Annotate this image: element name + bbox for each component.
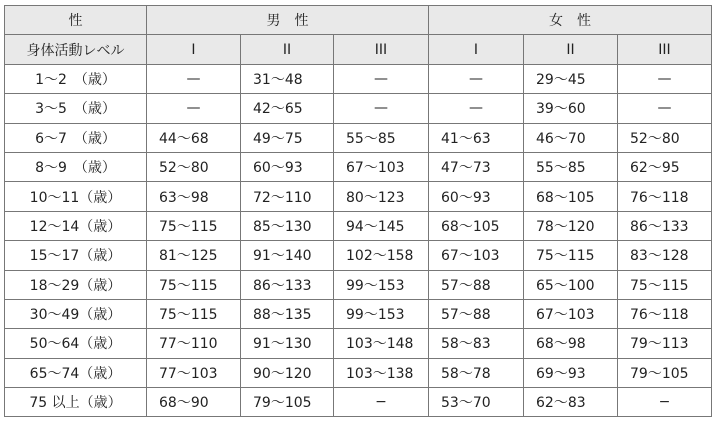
- value-cell: 103～148: [334, 329, 429, 358]
- value-cell: —: [618, 94, 712, 123]
- value-cell: —: [429, 64, 524, 93]
- value-cell: —: [334, 94, 429, 123]
- value-cell: 91～140: [241, 241, 334, 270]
- value-cell: −: [334, 388, 429, 417]
- table-row: [5, 94, 712, 123]
- table-row: [5, 358, 712, 387]
- value-cell: 79～105: [241, 388, 334, 417]
- value-cell: —: [618, 64, 712, 93]
- value-cell: 57～88: [429, 299, 524, 328]
- table-container: [4, 5, 712, 417]
- value-cell: 68～98: [524, 329, 618, 358]
- value-cell: 94～145: [334, 211, 429, 240]
- value-cell: 102～158: [334, 241, 429, 270]
- value-cell: 63～98: [147, 182, 241, 211]
- value-cell: 67～103: [524, 299, 618, 328]
- value-cell: 72～110: [241, 182, 334, 211]
- female-level-1-header: I: [429, 35, 524, 64]
- value-cell: 75～115: [147, 211, 241, 240]
- header-row-activity-level: [5, 35, 712, 64]
- value-cell: 55～85: [334, 123, 429, 152]
- age-group-cell: 6～7 （歳）: [5, 123, 147, 152]
- value-cell: 68～105: [524, 182, 618, 211]
- value-cell: 75～115: [147, 270, 241, 299]
- male-level-1-header: I: [147, 35, 241, 64]
- value-cell: 58～83: [429, 329, 524, 358]
- header-row-sex: [5, 6, 712, 35]
- male-level-2-header: II: [241, 35, 334, 64]
- value-cell: —: [429, 94, 524, 123]
- value-cell: 79～113: [618, 329, 712, 358]
- value-cell: 77～103: [147, 358, 241, 387]
- value-cell: 67～103: [429, 241, 524, 270]
- value-cell: 29～45: [524, 64, 618, 93]
- value-cell: 58～78: [429, 358, 524, 387]
- value-cell: 85～130: [241, 211, 334, 240]
- female-level-2-header: II: [524, 35, 618, 64]
- female-level-3-header: III: [618, 35, 712, 64]
- value-cell: 76～118: [618, 182, 712, 211]
- value-cell: 88～135: [241, 299, 334, 328]
- value-cell: 86～133: [618, 211, 712, 240]
- value-cell: 67～103: [334, 152, 429, 181]
- value-cell: 42～65: [241, 94, 334, 123]
- table-row: [5, 241, 712, 270]
- age-group-cell: 65～74（歳）: [5, 358, 147, 387]
- value-cell: 57～88: [429, 270, 524, 299]
- value-cell: 31～48: [241, 64, 334, 93]
- value-cell: 75～115: [147, 299, 241, 328]
- value-cell: 86～133: [241, 270, 334, 299]
- age-group-cell: 10～11（歳）: [5, 182, 147, 211]
- age-group-cell: 30～49（歳）: [5, 299, 147, 328]
- value-cell: 60～93: [429, 182, 524, 211]
- value-cell: 83～128: [618, 241, 712, 270]
- value-cell: 39～60: [524, 94, 618, 123]
- value-cell: —: [147, 64, 241, 93]
- table-row: [5, 182, 712, 211]
- value-cell: —: [334, 64, 429, 93]
- value-cell: 52～80: [618, 123, 712, 152]
- age-group-cell: 15～17（歳）: [5, 241, 147, 270]
- value-cell: 76～118: [618, 299, 712, 328]
- value-cell: 90～120: [241, 358, 334, 387]
- value-cell: —: [147, 94, 241, 123]
- sex-header-cell: 性: [5, 6, 147, 35]
- value-cell: 99～153: [334, 270, 429, 299]
- male-header-cell: 男 性: [147, 6, 429, 35]
- value-cell: 78～120: [524, 211, 618, 240]
- value-cell: 91～130: [241, 329, 334, 358]
- age-group-cell: 1～2 （歳）: [5, 64, 147, 93]
- value-cell: 53～70: [429, 388, 524, 417]
- value-cell: 79～105: [618, 358, 712, 387]
- activity-level-header-cell: 身体活動レベル: [5, 35, 147, 64]
- age-group-cell: 18～29（歳）: [5, 270, 147, 299]
- value-cell: 99～153: [334, 299, 429, 328]
- value-cell: 60～93: [241, 152, 334, 181]
- value-cell: 46～70: [524, 123, 618, 152]
- value-cell: 80～123: [334, 182, 429, 211]
- value-cell: 55～85: [524, 152, 618, 181]
- value-cell: 62～83: [524, 388, 618, 417]
- value-cell: 44～68: [147, 123, 241, 152]
- age-group-cell: 75 以上（歳）: [5, 388, 147, 417]
- value-cell: 65～100: [524, 270, 618, 299]
- value-cell: 75～115: [524, 241, 618, 270]
- value-cell: 52～80: [147, 152, 241, 181]
- age-group-cell: 3～5 （歳）: [5, 94, 147, 123]
- value-cell: 68～90: [147, 388, 241, 417]
- male-level-3-header: III: [334, 35, 429, 64]
- table-row: [5, 299, 712, 328]
- age-group-cell: 12～14（歳）: [5, 211, 147, 240]
- value-cell: 62～95: [618, 152, 712, 181]
- nutrient-range-table: [4, 5, 712, 417]
- value-cell: 47～73: [429, 152, 524, 181]
- value-cell: 77～110: [147, 329, 241, 358]
- value-cell: 68～105: [429, 211, 524, 240]
- table-row: [5, 64, 712, 93]
- value-cell: 69～93: [524, 358, 618, 387]
- value-cell: 103～138: [334, 358, 429, 387]
- table-row: [5, 329, 712, 358]
- female-header-cell: 女 性: [429, 6, 712, 35]
- table-row: [5, 152, 712, 181]
- value-cell: 49～75: [241, 123, 334, 152]
- age-group-cell: 8～9 （歳）: [5, 152, 147, 181]
- value-cell: −: [618, 388, 712, 417]
- table-row: [5, 388, 712, 417]
- value-cell: 41～63: [429, 123, 524, 152]
- value-cell: 81～125: [147, 241, 241, 270]
- age-group-cell: 50～64（歳）: [5, 329, 147, 358]
- value-cell: 75～115: [618, 270, 712, 299]
- table-row: [5, 123, 712, 152]
- table-row: [5, 270, 712, 299]
- table-row: [5, 211, 712, 240]
